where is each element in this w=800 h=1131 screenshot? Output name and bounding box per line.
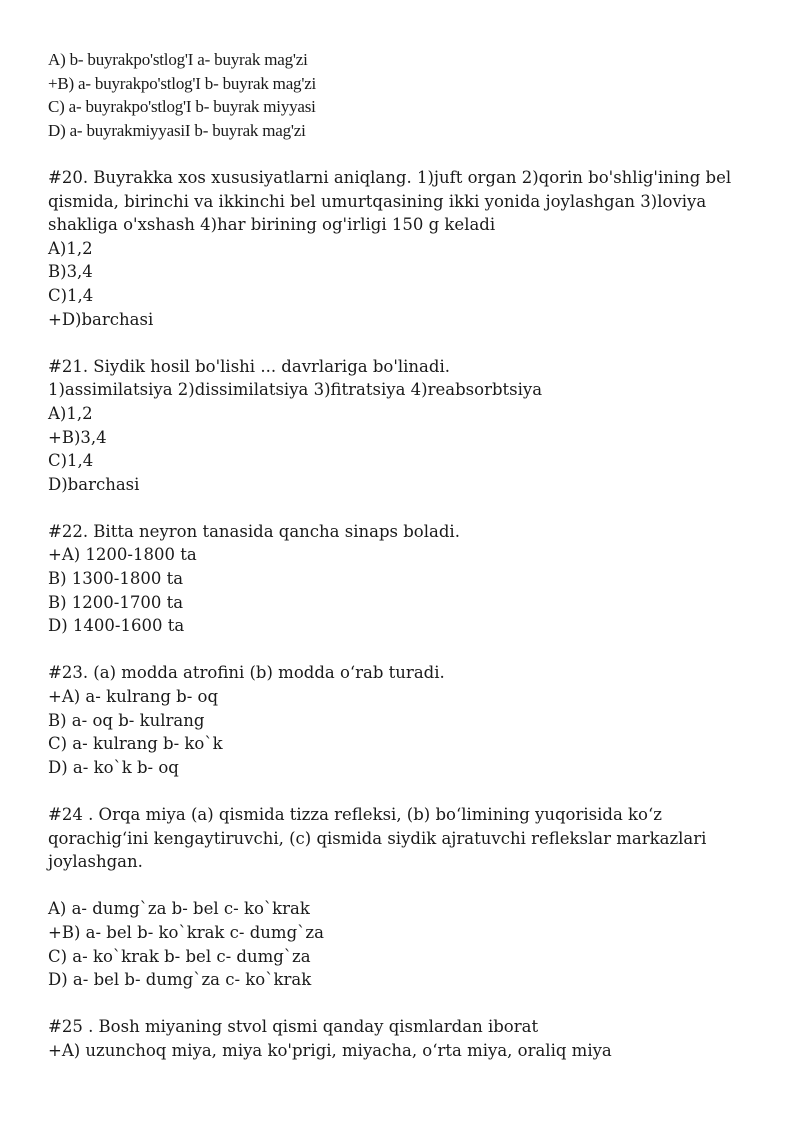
question-22 xyxy=(48,520,748,638)
q24-option-c: C) a- ko`krak b- bel c- dumg`za xyxy=(48,946,311,966)
question-25-text: #25 . Bosh miyaning stvol qismi qanday qismlardan iborat xyxy=(48,1017,539,1037)
question-20 xyxy=(48,166,748,331)
q25-option-a: +A) uzunchoq miya, miya ko'prigi, miyacha, o‘rta miya, oraliq miya xyxy=(48,1040,612,1060)
option-d: D) a- buyrakmiyyasiI b- buyrak mag'zi xyxy=(48,120,306,140)
q24-option-d: D) a- bel b- dumg`za c- ko`krak xyxy=(48,970,312,990)
q23-option-b: B) a- oq b- kulrang xyxy=(48,710,205,730)
question-24 xyxy=(48,803,748,992)
q21-option-b: +B)3,4 xyxy=(48,427,107,447)
option-b: +B) a- buyrakpo'stlog'I b- buyrak mag'zi xyxy=(48,73,317,93)
q20-option-a: A)1,2 xyxy=(48,238,93,258)
q22-option-b: B) 1300-1800 ta xyxy=(48,569,184,589)
q22-option-a: +A) 1200-1800 ta xyxy=(48,545,197,565)
q22-option-d: D) 1400-1600 ta xyxy=(48,616,185,636)
q20-option-d: +D)barchasi xyxy=(48,309,154,329)
q22-option-c: B) 1200-1700 ta xyxy=(48,592,184,612)
q23-option-a: +A) a- kulrang b- oq xyxy=(48,687,219,707)
q24-option-b: +B) a- bel b- ko`krak c- dumg`za xyxy=(48,922,324,942)
question-20-text: #20. Buyrakka xos xususiyatlarni aniqlang. 1)juft organ 2)qorin bo'shlig'ining bel qismida, birinchi va ikkinchi bel umurtqasining ikki yonida joylashgan 3)loviya shakliga o'xshash 4)har birining og'irligi 150 g keladi xyxy=(48,167,732,235)
question-25 xyxy=(48,1015,748,1062)
question-23 xyxy=(48,661,748,779)
question-24-text: #24 . Orqa miya (a) qismida tizza refleksi, (b) bo‘limining yuqorisida ko‘z qorachig‘ini kengaytiruvchi, (c) qismida siydik ajratuvchi reflekslar markazlari joylashgan. xyxy=(48,805,707,872)
question-22-text: #22. Bitta neyron tanasida qancha sinaps boladi. xyxy=(48,521,460,541)
q21-option-c: C)1,4 xyxy=(48,451,94,471)
question-21 xyxy=(48,355,748,497)
question-21-subline: 1)assimilatsiya 2)dissimilatsiya 3)fitratsiya 4)reabsorbtsiya xyxy=(48,380,543,400)
q21-option-a: A)1,2 xyxy=(48,403,93,423)
question-23-text: #23. (a) modda atrofini (b) modda o‘rab turadi. xyxy=(48,663,445,683)
q20-option-b: B)3,4 xyxy=(48,262,93,282)
q23-option-c: C) a- kulrang b- ko`k xyxy=(48,734,223,754)
top-option-list xyxy=(48,48,748,142)
q21-option-d: D)barchasi xyxy=(48,474,140,494)
option-c: C) a- buyrakpo'stlog'I b- buyrak miyyasi xyxy=(48,97,316,117)
q24-option-a: A) a- dumg`za b- bel c- ko`krak xyxy=(48,899,310,919)
q23-option-d: D) a- ko`k b- oq xyxy=(48,757,179,777)
document-page xyxy=(48,48,748,1063)
q20-option-c: C)1,4 xyxy=(48,285,94,305)
question-21-text: #21. Siydik hosil bo'lishi ... davrlariga bo'linadi. xyxy=(48,356,450,376)
option-a: A) b- buyrakpo'stlog'I a- buyrak mag'zi xyxy=(48,50,308,69)
